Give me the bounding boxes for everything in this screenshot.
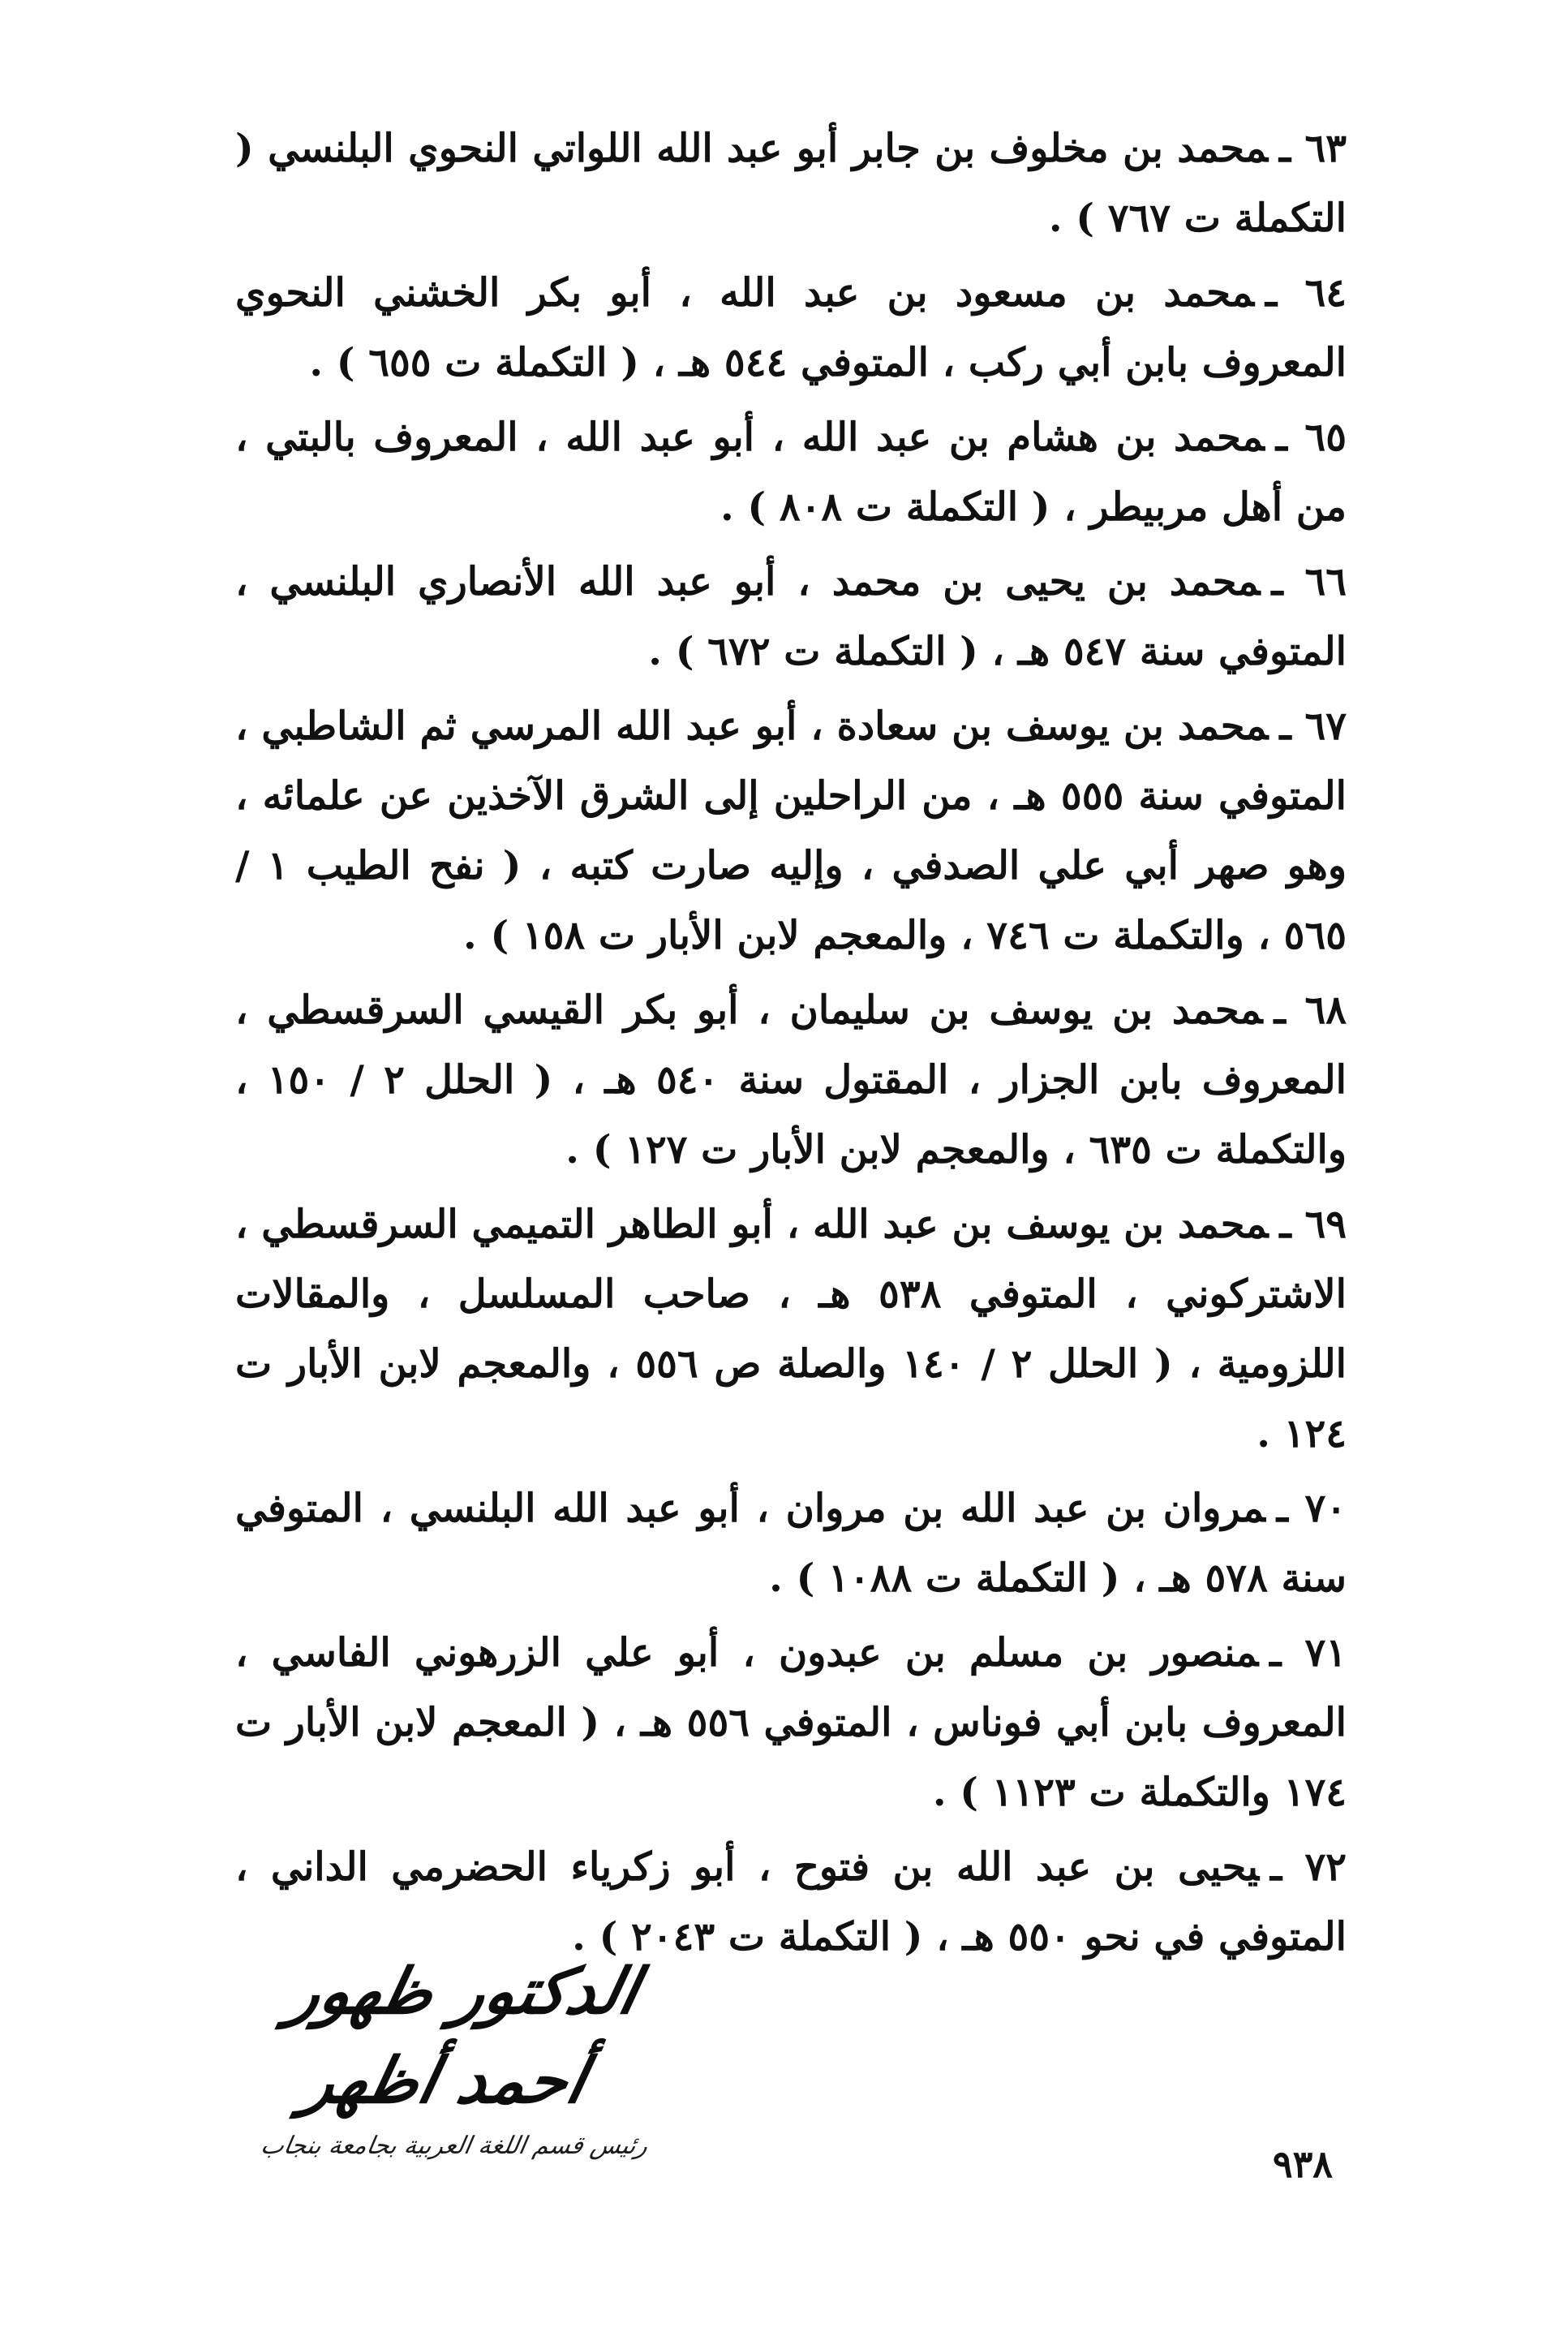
entry-text: محمد بن هشام بن عبد الله ، أبو عبد الله ، المعروف بالبتي ، من أهل مربيطر ، ( التكملة ت ٨٠٨ ) . [235,415,1347,530]
page-number: ٩٣٨ [1272,2142,1333,2186]
entry-number: ٦٤ ـ [1265,270,1347,316]
entry-text: محمد بن يوسف بن عبد الله ، أبو الطاهر التميمي السرقسطي ، الاشتركوني ، المتوفي ٥٣٨ هـ ، صاحب المسلسل ، والمقالات اللزومية ، ( الحلل ٢ / ١٤٠ والصلة ص ٥٥٦ ، والمعجم لابن الأبار ت ١٢٤ . [235,1202,1347,1456]
entry-text: يحيى بن عبد الله بن فتوح ، أبو زكرياء الحضرمي الداني ، المتوفي في نحو ٥٥٠ هـ ، ( التكملة ت ٢٠٤٣ ) . [235,1844,1347,1960]
entry-70 [235,1474,1347,1613]
entry-text: محمد بن مسعود بن عبد الله ، أبو بكر الخشني النحوي المعروف بابن أبي ركب ، المتوفي ٥٤٤ هـ ، ( التكملة ت ٦٥٥ ) . [235,270,1347,385]
entry-65 [235,402,1347,542]
document-body [235,114,1347,1977]
entry-number: ٧٠ ـ [1276,1486,1347,1531]
entry-number: ٦٨ ـ [1274,987,1347,1033]
signature-name: الدكتور ظهور أحمد أظهر [282,1955,646,2118]
entry-63 [235,114,1347,253]
signature [243,1947,665,2160]
entry-67 [235,691,1347,970]
entry-number: ٦٩ ـ [1279,1202,1347,1247]
entry-number: ٧٢ ـ [1269,1844,1347,1890]
entry-text: منصور بن مسلم بن عبدون ، أبو علي الزرهوني الفاسي ، المعروف بابن أبي فوناس ، المتوفي ٥٥٦ هـ ، ( المعجم لابن الأبار ت ١٧٤ والتكملة ت ١١٢٣ ) . [235,1630,1347,1815]
entry-number: ٦٦ ـ [1271,559,1347,605]
entry-66 [235,547,1347,686]
entry-69 [235,1190,1347,1469]
entry-text: مروان بن عبد الله بن مروان ، أبو عبد الله البلنسي ، المتوفي سنة ٥٧٨ هـ ، ( التكملة ت ١٠٨٨ ) . [235,1486,1347,1601]
entry-71 [235,1618,1347,1827]
entry-text: محمد بن مخلوف بن جابر أبو عبد الله اللواتي النحوي البلنسي ( التكملة ت ٧٦٧ ) . [235,126,1347,241]
entry-number: ٦٥ ـ [1275,415,1347,460]
entry-text: محمد بن يحيى بن محمد ، أبو عبد الله الأنصاري البلنسي ، المتوفي سنة ٥٤٧ هـ ، ( التكملة ت ٦٧٢ ) . [235,559,1347,674]
entry-text: محمد بن يوسف بن سليمان ، أبو بكر القيسي السرقسطي ، المعروف بابن الجزار ، المقتول سنة ٥٤٠ هـ ، ( الحلل ٢ / ١٥٠ ، والتكملة ت ٦٣٥ ، والمعجم لابن الأبار ت ١٢٧ ) . [235,987,1347,1172]
entry-64 [235,258,1347,398]
entry-68 [235,975,1347,1185]
entry-text: محمد بن يوسف بن سعادة ، أبو عبد الله المرسي ثم الشاطبي ، المتوفي سنة ٥٥٥ هـ ، من الراحلين إلى الشرق الآخذين عن علمائه ، وهو صهر أبي علي الصدفي ، وإليه صارت كتبه ، ( نفح الطيب ١ / ٥٦٥ ، والتكملة ت ٧٤٦ ، والمعجم لابن الأبار ت ١٥٨ ) . [235,704,1347,958]
entry-number: ٦٧ ـ [1279,704,1347,749]
signature-title: رئيس قسم اللغة العربية بجامعة بنجاب [258,2132,651,2160]
entry-number: ٦٣ ـ [1278,126,1347,171]
entry-number: ٧١ ـ [1269,1630,1347,1676]
